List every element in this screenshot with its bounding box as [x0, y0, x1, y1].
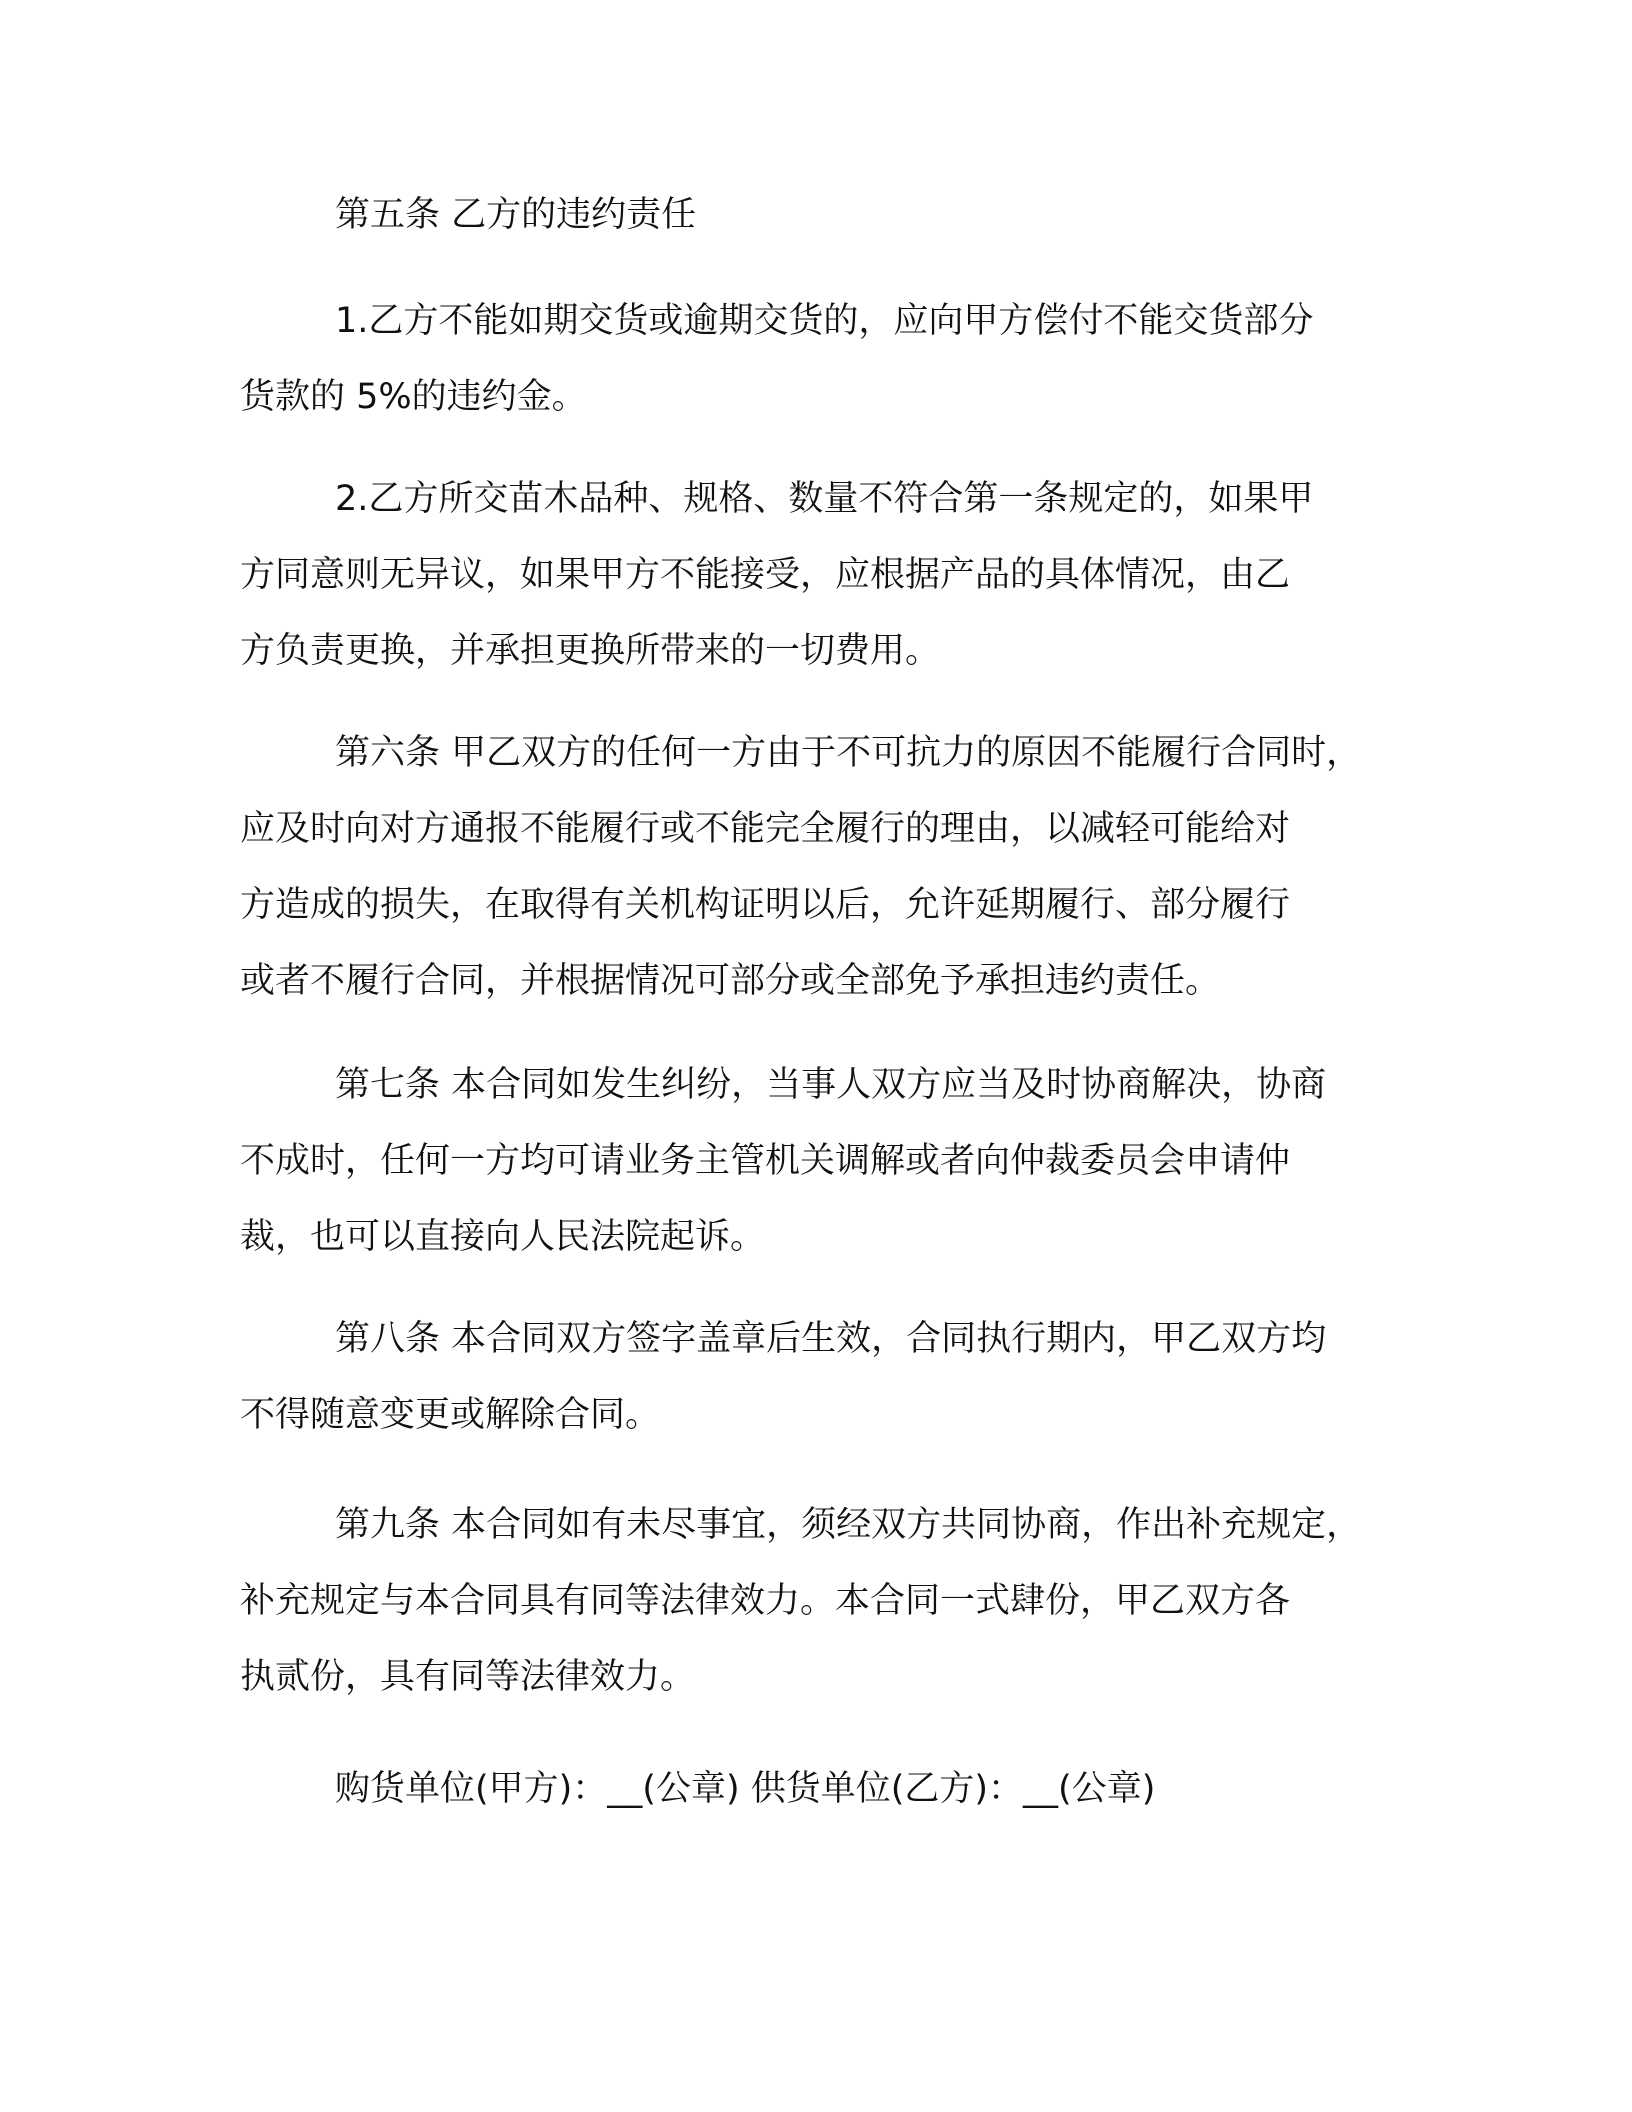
- article5-item2-line1: 2.乙方所交苗木品种、规格、数量不符合第一条规定的，如果甲: [335, 479, 1314, 519]
- article6-line1: 第六条 甲乙双方的任何一方由于不可抗力的原因不能履行合同时，: [335, 733, 1362, 773]
- article6-line3: 方造成的损失，在取得有关机构证明以后，允许延期履行、部分履行: [240, 885, 1291, 925]
- article6-line4: 或者不履行合同，并根据情况可部分或全部免予承担违约责任。: [240, 961, 1221, 1001]
- article9-line2: 补充规定与本合同具有同等法律效力。本合同一式肆份，甲乙双方各: [240, 1581, 1291, 1621]
- article8-line2: 不得随意变更或解除合同。: [240, 1395, 661, 1435]
- article7-line3: 裁，也可以直接向人民法院起诉。: [240, 1217, 766, 1257]
- article5-item2-line2: 方同意则无异议，如果甲方不能接受，应根据产品的具体情况，由乙: [240, 555, 1291, 595]
- article8-line1: 第八条 本合同双方签字盖章后生效，合同执行期内，甲乙双方均: [335, 1319, 1327, 1359]
- article7-line1: 第七条 本合同如发生纠纷，当事人双方应当及时协商解决，协商: [335, 1065, 1327, 1105]
- article5-item2-line3: 方负责更换，并承担更换所带来的一切费用。: [240, 631, 941, 671]
- article5-item1-line1: 1.乙方不能如期交货或逾期交货的，应向甲方偿付不能交货部分: [335, 301, 1314, 341]
- article9-line1: 第九条 本合同如有未尽事宜，须经双方共同协商，作出补充规定，: [335, 1505, 1362, 1545]
- article9-line3: 执贰份，具有同等法律效力。: [240, 1657, 696, 1697]
- article6-line2: 应及时向对方通报不能履行或不能完全履行的理由，以减轻可能给对: [240, 809, 1291, 849]
- article5-item1-line2: 货款的 5%的违约金。: [240, 377, 587, 417]
- signature-line: 购货单位(甲方)：__(公章) 供货单位(乙方)：__(公章): [335, 1769, 1156, 1809]
- article7-line2: 不成时，任何一方均可请业务主管机关调解或者向仲裁委员会申请仲: [240, 1141, 1291, 1181]
- article5-title: 第五条 乙方的违约责任: [335, 195, 697, 235]
